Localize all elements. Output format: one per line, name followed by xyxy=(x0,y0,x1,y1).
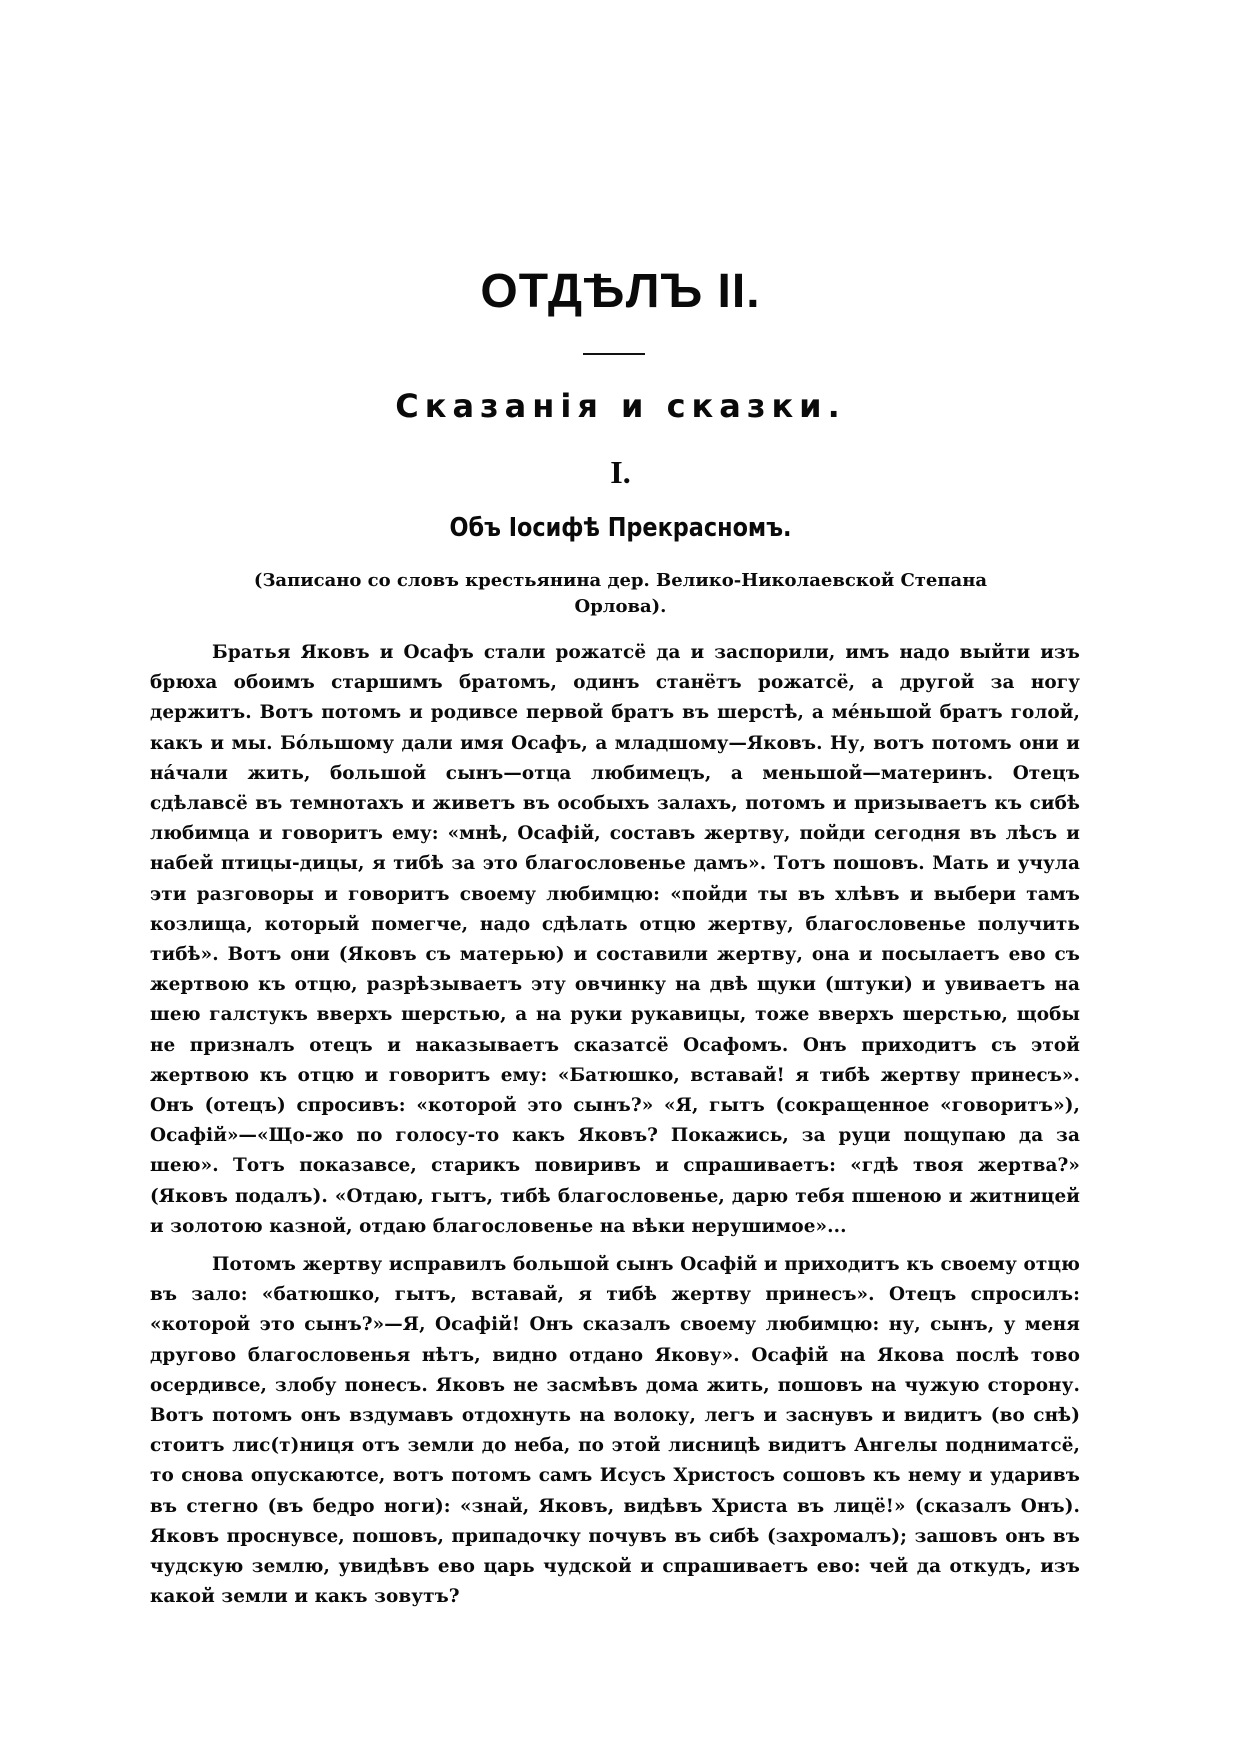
section-subheading: Сказанія и сказки. xyxy=(395,387,846,425)
section-heading: ОТДѢЛЪ II. xyxy=(480,265,761,318)
paragraph: Братья Яковъ и Осафъ стали рожатсё да и заспорили, имъ надо выйти изъ брюха обоимъ старшимъ братомъ, одинъ станётъ рожатсё, а другой за ногу держитъ. Вотъ потомъ и родивсе первой братъ въ шерстѣ, а ме́ньшой братъ голой, какъ и мы. Бо́льшому дали имя Осафъ, а младшому—Яковъ. Ну, вотъ потомъ они и на́чали жить, большой сынъ—отца любимецъ, а меньшой—материнъ. Отецъ сдѣлавсё въ темнотахъ и живетъ въ особыхъ залахъ, потомъ и призываетъ къ сибѣ любимца и говоритъ ему: «мнѣ, Осафій, составъ жертву, пойди сегодня въ лѣсъ и набей птицы-дицы, я тибѣ за это благословенье дамъ». Тотъ пошовъ. Мать и учула эти разговоры и говоритъ своему любимцю: «пойди ты въ хлѣвъ и выбери тамъ козлища, который помегче, надо сдѣлать отцю жертву, благословенье получить тибѣ». Вотъ они (Яковъ съ матерью) и составили жертву, она и посылаетъ ево съ жертвою къ отцю, разрѣзываетъ эту овчинку на двѣ щуки (штуки) и увиваетъ на шею галстукъ вверхъ шерстью, а на руки рукавицы, тоже вверхъ шерстью, щобы не призналъ отецъ и наказываетъ сказатсё Осафомъ. Онъ приходитъ съ этой жертвою къ отцю и говоритъ ему: «Батюшко, вставай! я тибѣ жертву принесъ». Онъ (отецъ) спросивъ: «которой это сынъ?» «Я, гытъ (сокращенное «говоритъ»), Осафій»—«Що-жо по голосу-то какъ Яковъ? Покажись, за руци пощупаю да за шею». Тотъ показавсе, старикъ повиривъ и спрашиваетъ: «гдѣ твоя жертва?» (Яковъ подалъ). «Отдаю, гытъ, тибѣ благословенье, дарю тебя пшеною и житницей и золотою казной, отдаю благословенье на вѣки нерушимое»... xyxy=(150,642,1080,1237)
story-number: I. xyxy=(610,454,631,490)
title-divider xyxy=(583,353,645,355)
paragraph: Потомъ жертву исправилъ большой сынъ Осафій и приходитъ къ своему отцю въ зало: «батюшко, гытъ, вставай, я тибѣ жертву принесъ». Отецъ спросилъ: «которой это сынъ?»—Я, Осафій! Онъ сказалъ своему любимцю: ну, сынъ, у меня другово благословенья нѣтъ, видно отдано Якову». Осафій на Якова послѣ тово осердивсе, злобу понесъ. Яковъ не засмѣвъ дома жить, пошовъ на чужую сторону. Вотъ потомъ онъ вздумавъ отдохнуть на волоку, легъ и заснувъ и видитъ (во снѣ) стоитъ лис(т)ниця отъ земли до неба, по этой лисницѣ видитъ Ангелы подниматсё, то снова опускаютсе, вотъ потомъ самъ Исусъ Христосъ сошовъ къ нему и ударивъ въ стегно (въ бедро ноги): «знай, Яковъ, видѣвъ Христа въ лицё!» (сказалъ Онъ). Яковъ проснувсе, пошовъ, припадочку почувъ въ сибѣ (захромалъ); зашовъ онъ въ чудскую землю, увидѣвъ ево царь чудской и спрашиваетъ ево: чей да откудъ, изъ какой земли и какъ зовутъ? xyxy=(150,1254,1080,1608)
story-title: Объ Іосифѣ Прекрасномъ. xyxy=(449,513,792,543)
source-note: (Записано со словъ крестьянина дер. Велико-Николаевской Степана Орлова). xyxy=(253,570,988,617)
story-body xyxy=(150,638,1080,1621)
